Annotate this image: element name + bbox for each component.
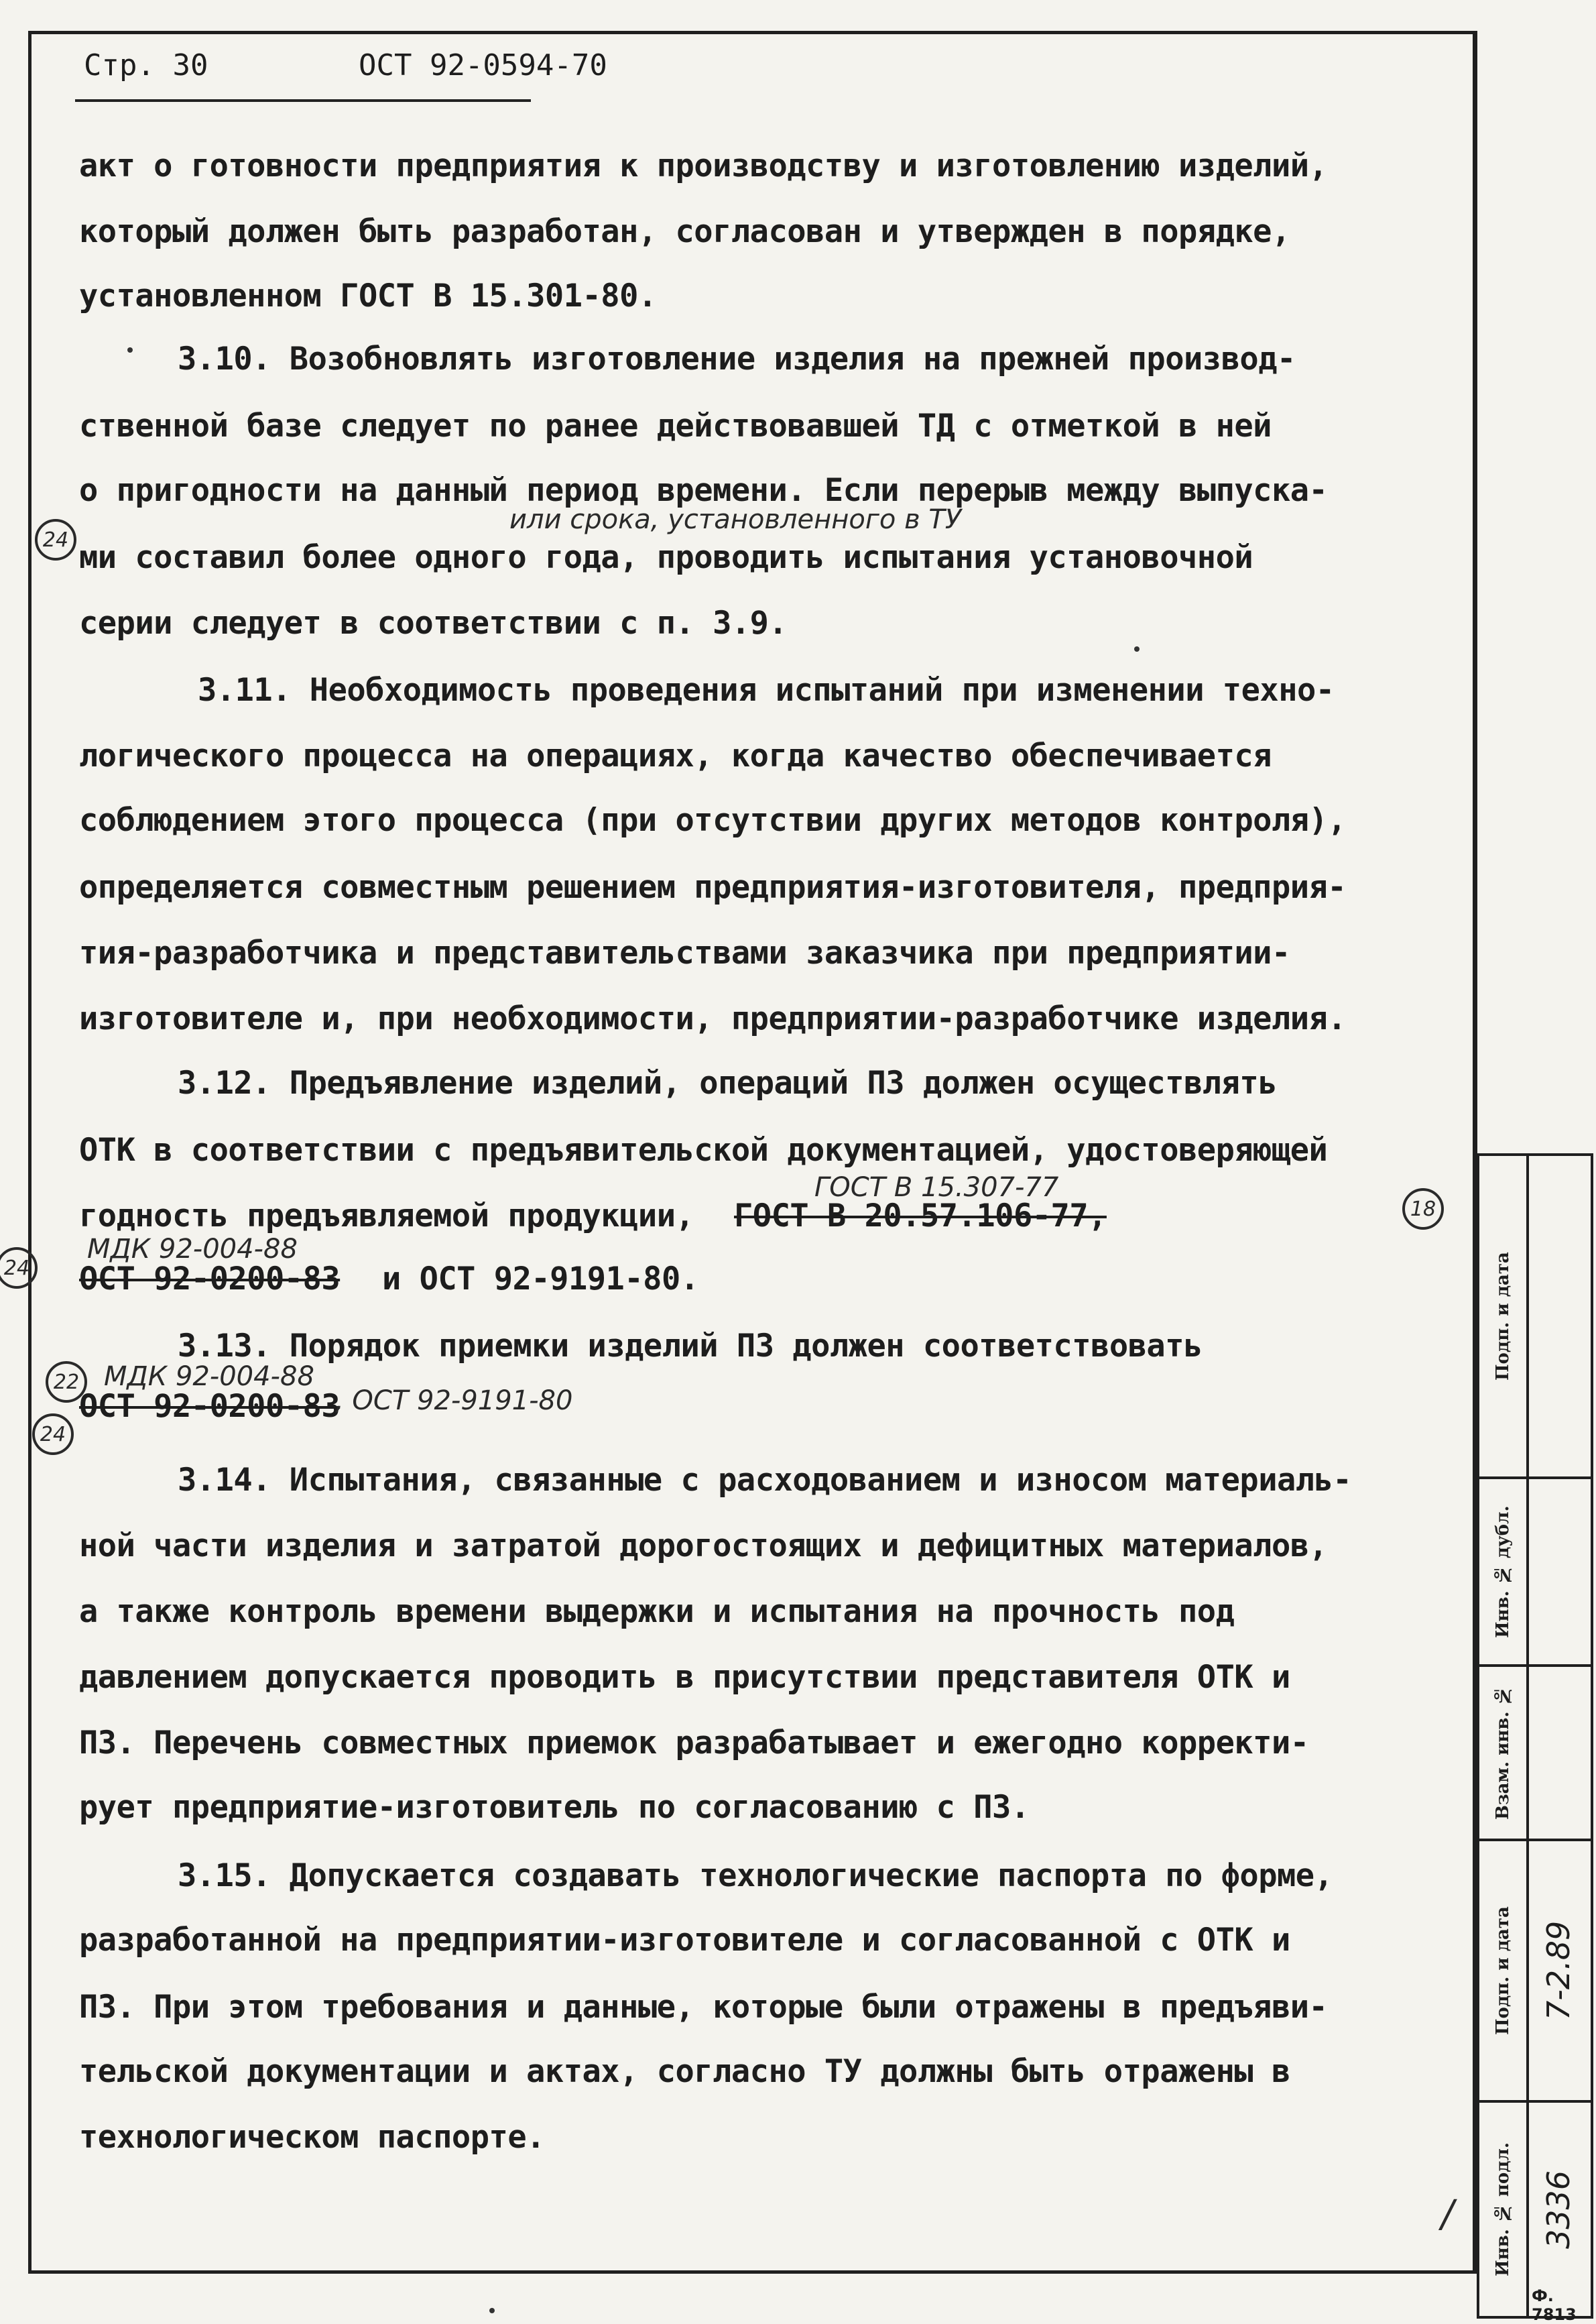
text-line: и ОСТ 92-9191-80. — [382, 1261, 699, 1297]
stamp-label: Инв. № подл. — [1493, 2142, 1513, 2276]
text-line: ПЗ. При этом требования и данные, которые были отражены в предъяви- — [79, 1989, 1328, 2026]
text-line: ной части изделия и затратой дорогостоящих и дефицитных материалов, — [79, 1527, 1328, 1564]
text-line: технологическом паспорте. — [79, 2119, 545, 2156]
handwritten-mdk: МДК 92-004-88 — [87, 1234, 298, 1265]
struck-ost-reference: ОСТ 92-0200-83 — [79, 1388, 341, 1425]
text-line: акт о готовности предприятия к производству и изготовлению изделий, — [79, 148, 1328, 184]
section-3-15: 3.15. Допускается создавать технологические паспорта по форме, — [178, 1857, 1333, 1894]
text-line: изготовителе и, при необходимости, предприятии-разработчике изделия. — [79, 1000, 1347, 1037]
text-line: давлением допускается проводить в присутствии представителя ОТК и — [79, 1659, 1290, 1696]
stamp-label: Подп. и дата — [1493, 1906, 1513, 2035]
handwritten-mdk: МДК 92-004-88 — [104, 1361, 314, 1392]
text-line: ми составил более одного года, проводить испытания установочной — [79, 539, 1253, 576]
text-line: тельской документации и актах, согласно ТУ должны быть отражены в — [79, 2053, 1290, 2090]
stamp-label: Взам. инв. № — [1493, 1685, 1513, 1820]
text-line: установленном ГОСТ В 15.301-80. — [79, 278, 657, 314]
stamp-label: Инв. № дубл. — [1493, 1505, 1513, 1638]
section-3-12: 3.12. Предъявление изделий, операций ПЗ должен осуществлять — [178, 1065, 1277, 1102]
text-line: определяется совместным решением предприятия-изготовителя, предприя- — [79, 869, 1347, 906]
handwritten-ost: , ОСТ 92-9191-80 — [335, 1385, 573, 1416]
text-line: который должен быть разработан, согласован и утвержден в порядке, — [79, 213, 1290, 250]
stamp-label: Подп. и дата — [1493, 1252, 1513, 1381]
struck-gost-reference: ГОСТ В 20.57.106-77, — [734, 1198, 1107, 1234]
text-line: рует предприятие-изготовитель по согласованию с ПЗ. — [79, 1789, 1030, 1826]
page-number: Стр. 30 — [84, 48, 208, 82]
text-line: серии следует в соответствии с п. 3.9. — [79, 605, 788, 642]
ink-dot — [1134, 646, 1140, 652]
text-line: ственной базе следует по ранее действовавшей ТД с отметкой в ней — [79, 408, 1272, 445]
change-mark: 18 — [1402, 1188, 1444, 1230]
stamp-signature: 7-2.89 — [1540, 1920, 1577, 2021]
standard-number: ОСТ 92-0594-70 — [359, 48, 607, 82]
text-line: логического процесса на операциях, когда качество обеспечивается — [79, 738, 1272, 774]
change-mark: 24 — [35, 519, 76, 561]
stamp-divider — [1526, 1156, 1529, 2316]
text-line: а также контроль времени выдержки и испытания на прочность под — [79, 1593, 1235, 1630]
change-mark: 22 — [46, 1361, 87, 1403]
handwritten-mark: / — [1441, 2193, 1454, 2236]
handwritten-insertion: или срока, установленного в ТУ — [509, 504, 962, 535]
text-line: годность предъявляемой продукции, — [79, 1198, 694, 1234]
section-3-14: 3.14. Испытания, связанные с расходованием и износом материаль- — [178, 1462, 1352, 1499]
registration-stamp — [1477, 1153, 1593, 2319]
ink-dot — [127, 347, 133, 353]
section-3-10: 3.10. Возобновлять изготовление изделия на прежней производ- — [178, 341, 1296, 377]
change-mark: 24 — [32, 1413, 74, 1455]
stamp-inventory-number: 3336 — [1540, 2170, 1577, 2249]
struck-ost-reference: ОСТ 92-0200-83 — [79, 1261, 341, 1297]
header-underline — [75, 99, 531, 102]
text-line: ОТК в соответствии с предъявительской документацией, удостоверяющей — [79, 1132, 1328, 1169]
text-line: разработанной на предприятии-изготовителе и согласованной с ОТК и — [79, 1922, 1290, 1959]
text-line: соблюдением этого процесса (при отсутствии других методов контроля), — [79, 802, 1347, 839]
text-line: ПЗ. Перечень совместных приемок разрабатывает и ежегодно корректи- — [79, 1725, 1309, 1761]
section-3-13: 3.13. Порядок приемки изделий ПЗ должен соответствовать — [178, 1328, 1203, 1364]
handwritten-gost: ГОСТ В 15.307-77 — [814, 1172, 1059, 1203]
ink-dot — [489, 2308, 495, 2313]
section-3-11: 3.11. Необходимость проведения испытаний при изменении техно- — [198, 672, 1335, 709]
form-number: Ф. 7813 — [1532, 2286, 1577, 2324]
text-line: о пригодности на данный период времени. Если перерыв между выпуска- — [79, 472, 1328, 509]
text-line: тия-разработчика и представительствами заказчика при предприятии- — [79, 935, 1290, 972]
change-mark: 24 — [0, 1247, 38, 1289]
